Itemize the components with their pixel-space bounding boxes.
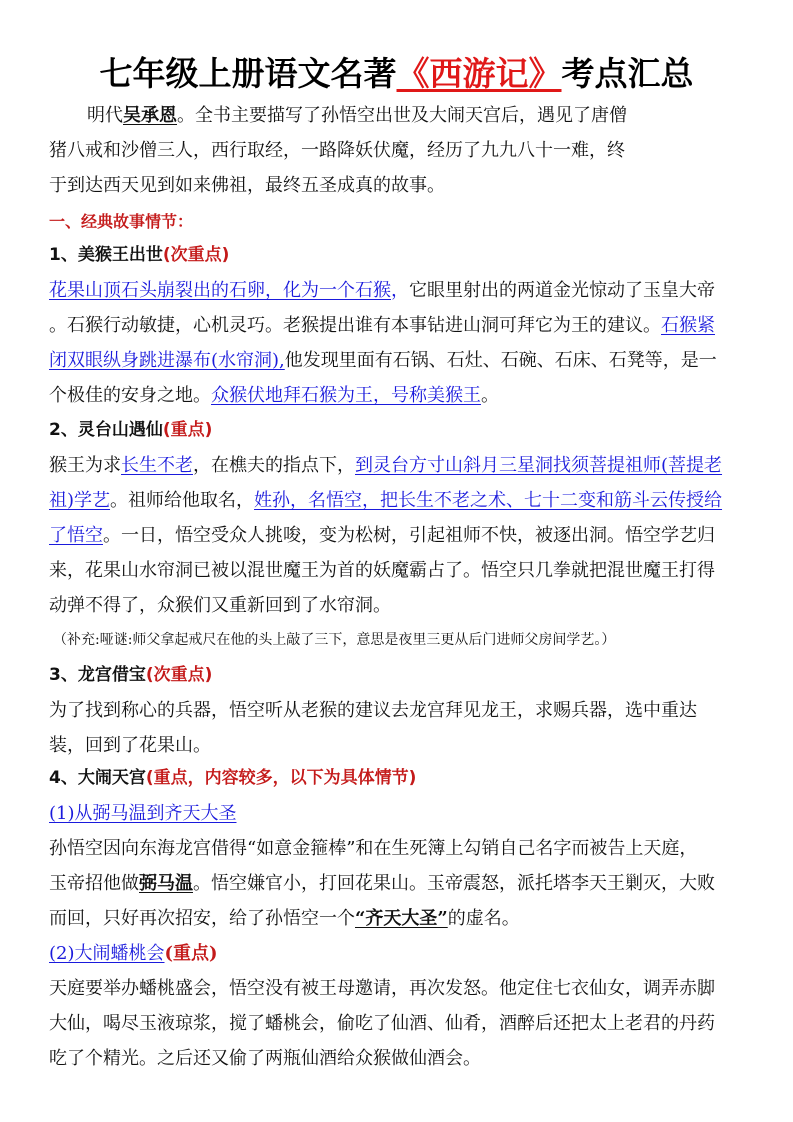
text: ，在樵夫的指点下， xyxy=(193,455,355,476)
importance-tag: (次重点) xyxy=(145,665,213,685)
title-suffix: 考点汇总 xyxy=(561,54,694,93)
story-line xyxy=(49,866,746,901)
intro-line xyxy=(49,98,746,133)
text: 他发现里面有石锅、石灶、石碗、石床、石凳等，是一 xyxy=(284,350,717,371)
story-line xyxy=(49,273,746,308)
text: 。悟空嫌官小，打回花果山。玉帝震怒，派托塔李天王剿灭，大败 xyxy=(193,873,715,894)
subsection-title-text: (1)从弼马温到齐天大圣 xyxy=(49,803,237,824)
story-line: 大仙，喝尽玉液琼浆，搅了蟠桃会，偷吃了仙酒、仙肴，酒醉后还把太上老君的丹药 xyxy=(49,1013,715,1034)
text: 的虚名。 xyxy=(447,908,520,929)
story-title xyxy=(49,413,746,448)
subsection-title xyxy=(49,936,746,971)
subsection-title-text: (2)大闹蟠桃会 xyxy=(49,943,165,964)
story-title xyxy=(49,238,746,273)
text: 。石猴行动敏捷，心机灵巧。老猴提出谁有本事钻进山洞可拜它为王的建议。 xyxy=(49,315,661,336)
story-line xyxy=(49,308,746,343)
text: 。祖师给他取名， xyxy=(110,490,255,511)
intro-paragraph xyxy=(49,98,746,203)
text: 猴王为求 xyxy=(49,455,121,476)
text: 。全书主要描写了孙悟空出世及大闹天宫后，遇见了唐僧 xyxy=(177,105,627,126)
text: 它眼里射出的两道金光惊动了玉皇大帝 xyxy=(409,280,715,301)
text: 。一日，悟空受众人挑唆，变为松树，引起祖师不快，被逐出洞。悟空学艺归 xyxy=(103,525,715,546)
text: 玉帝招他做 xyxy=(49,873,139,894)
story-1 xyxy=(49,238,746,413)
highlight-text: 众猴伏地拜石猴为王，号称美猴王 xyxy=(211,385,481,406)
subsection-title xyxy=(49,796,746,831)
section-heading: 一、经典故事情节： xyxy=(49,212,194,231)
story-line xyxy=(49,483,746,518)
supplement-note: （补充:哑谜:师父拿起戒尺在他的头上敲了三下，意思是夜里三更从后门进师父房间学艺。） xyxy=(53,632,616,648)
key-term: 弼马温 xyxy=(139,873,193,894)
key-term: “齐天大圣” xyxy=(355,908,448,929)
story-line xyxy=(49,448,746,483)
title-book-name: 《西游记》 xyxy=(396,54,562,93)
story-line: 为了找到称心的兵器，悟空听从老猴的建议去龙宫拜见龙王，求赐兵器，选中重达 xyxy=(49,700,697,721)
author-name: 吴承恩 xyxy=(123,105,177,126)
highlight-text: 到灵台方寸山斜月三星洞找须菩提祖师(菩提老 xyxy=(355,455,723,476)
story-title xyxy=(49,658,746,693)
story-title xyxy=(49,761,746,796)
highlight-text: 长生不老 xyxy=(121,455,193,476)
story-title-text: 1、美猴王出世 xyxy=(49,245,163,265)
story-line: 天庭要举办蟠桃盛会，悟空没有被王母邀请，再次发怒。他定住七衣仙女，调弄赤脚 xyxy=(49,978,715,999)
story-2 xyxy=(49,413,746,658)
highlight-text: 闭双眼纵身跳进瀑布(水帘洞), xyxy=(49,350,285,371)
story-title-text: 2、灵台山遇仙 xyxy=(49,420,163,440)
highlight-text: 祖)学艺 xyxy=(49,490,111,511)
highlight-text: 姓孙，名悟空，把长生不老之术、七十二变和筋斗云传授给 xyxy=(254,490,723,511)
importance-tag: (次重点) xyxy=(162,245,230,265)
intro-line: 于到达西天见到如来佛祖，最终五圣成真的故事。 xyxy=(49,175,445,196)
importance-tag: (重点，内容较多，以下为具体情节) xyxy=(145,768,417,788)
story-line: 吃了个精光。之后还又偷了两瓶仙酒给众猴做仙酒会。 xyxy=(49,1048,481,1069)
text: 个极佳的安身之地。 xyxy=(49,385,211,406)
highlight-text: 了悟空 xyxy=(49,525,103,546)
intro-line: 猪八戒和沙僧三人，西行取经，一路降妖伏魔，经历了九九八十一难，终 xyxy=(49,140,625,161)
importance-tag: (重点) xyxy=(164,943,218,964)
page-title xyxy=(0,52,793,96)
text: 而回，只好再次招安，给了孙悟空一个 xyxy=(49,908,355,929)
story-line: 动弹不得了，众猴们又重新回到了水帘洞。 xyxy=(49,595,391,616)
text: 明代 xyxy=(87,105,123,126)
text: ， xyxy=(391,280,409,301)
highlight-text: 花果山顶石头崩裂出的石卵，化为一个石猴 xyxy=(49,280,391,301)
story-line xyxy=(49,518,746,553)
story-line xyxy=(49,901,746,936)
story-line: 装，回到了花果山。 xyxy=(49,735,211,756)
importance-tag: (重点) xyxy=(162,420,213,440)
story-line: 孙悟空因向东海龙宫借得“如意金箍棒”和在生死簿上勾销自己名字而被告上天庭， xyxy=(49,838,698,859)
title-prefix: 七年级上册语文名著 xyxy=(99,54,397,93)
story-line xyxy=(49,378,746,413)
text: 。 xyxy=(481,385,499,406)
story-3 xyxy=(49,658,746,763)
story-line xyxy=(49,343,746,378)
story-title-text: 4、大闹天宫 xyxy=(49,768,146,788)
story-title-text: 3、龙宫借宝 xyxy=(49,665,146,685)
story-4 xyxy=(49,761,746,1076)
story-line: 来，花果山水帘洞已被以混世魔王为首的妖魔霸占了。悟空只几拳就把混世魔王打得 xyxy=(49,560,715,581)
section-heading-block xyxy=(49,204,746,239)
highlight-text: 石猴紧 xyxy=(661,315,715,336)
